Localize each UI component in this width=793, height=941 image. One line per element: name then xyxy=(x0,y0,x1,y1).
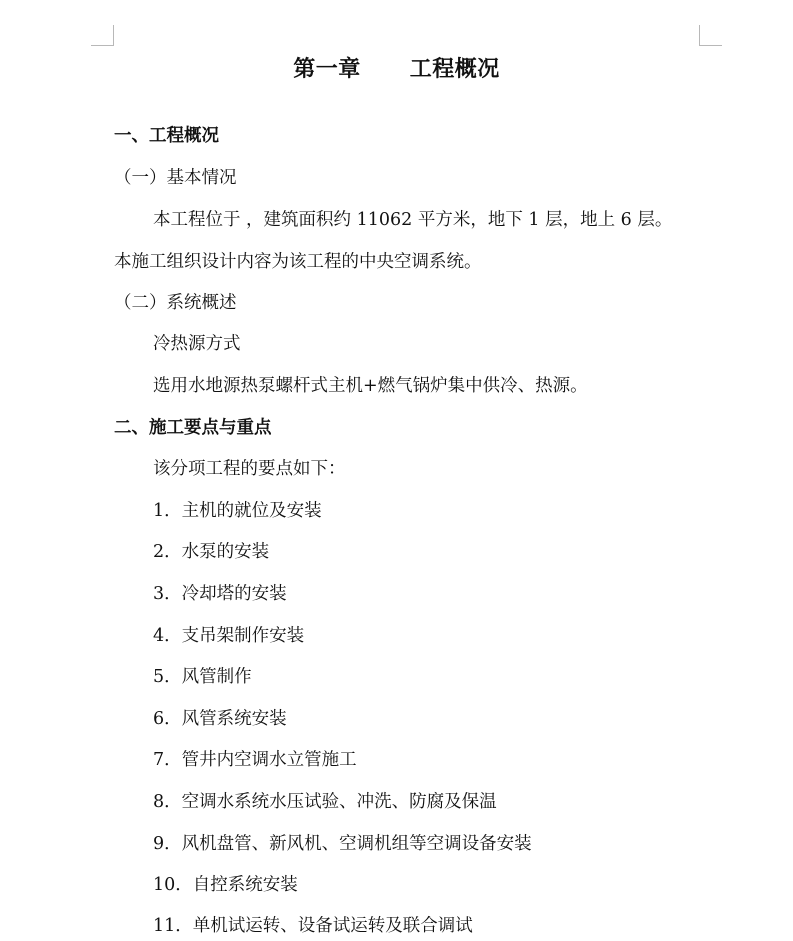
list-item: 11．单机试运转、设备试运转及联合调试 xyxy=(153,916,473,936)
section-heading-1: 一、工程概况 xyxy=(114,126,219,146)
list-item: 10．自控系统安装 xyxy=(153,875,298,895)
list-item: 5．风管制作 xyxy=(153,667,252,687)
crop-mark-top-left xyxy=(91,25,114,46)
list-item: 3．冷却塔的安装 xyxy=(153,584,287,604)
list-item: 1．主机的就位及安装 xyxy=(153,501,322,521)
paragraph-basic-info-line1: 本工程位于 ，建筑面积约 11062 平方米，地下 1 层，地上 6 层。 xyxy=(153,210,673,230)
list-item: 6．风管系统安装 xyxy=(153,709,287,729)
list-item: 4．支吊架制作安装 xyxy=(153,626,305,646)
crop-mark-top-right xyxy=(699,25,722,46)
list-item: 7．管井内空调水立管施工 xyxy=(153,750,357,770)
list-item: 9．风机盘管、新风机、空调机组等空调设备安装 xyxy=(153,834,532,854)
list-item: 2．水泵的安装 xyxy=(153,542,270,562)
paragraph-heat-source-title: 冷热源方式 xyxy=(153,334,241,354)
section-heading-2: 二、施工要点与重点 xyxy=(114,418,272,438)
subsection-basic-info: （一）基本情况 xyxy=(114,168,237,188)
paragraph-key-points-intro: 该分项工程的要点如下： xyxy=(153,459,346,479)
paragraph-basic-info-line2: 本施工组织设计内容为该工程的中央空调系统。 xyxy=(114,252,482,272)
paragraph-heat-source-desc: 选用水地源热泵螺杆式主机+燃气锅炉集中供冷、热源。 xyxy=(153,376,588,396)
list-item: 8．空调水系统水压试验、冲洗、防腐及保温 xyxy=(153,792,497,812)
subsection-system-overview: （二）系统概述 xyxy=(114,293,237,313)
chapter-title: 第一章 工程概况 xyxy=(293,57,500,82)
